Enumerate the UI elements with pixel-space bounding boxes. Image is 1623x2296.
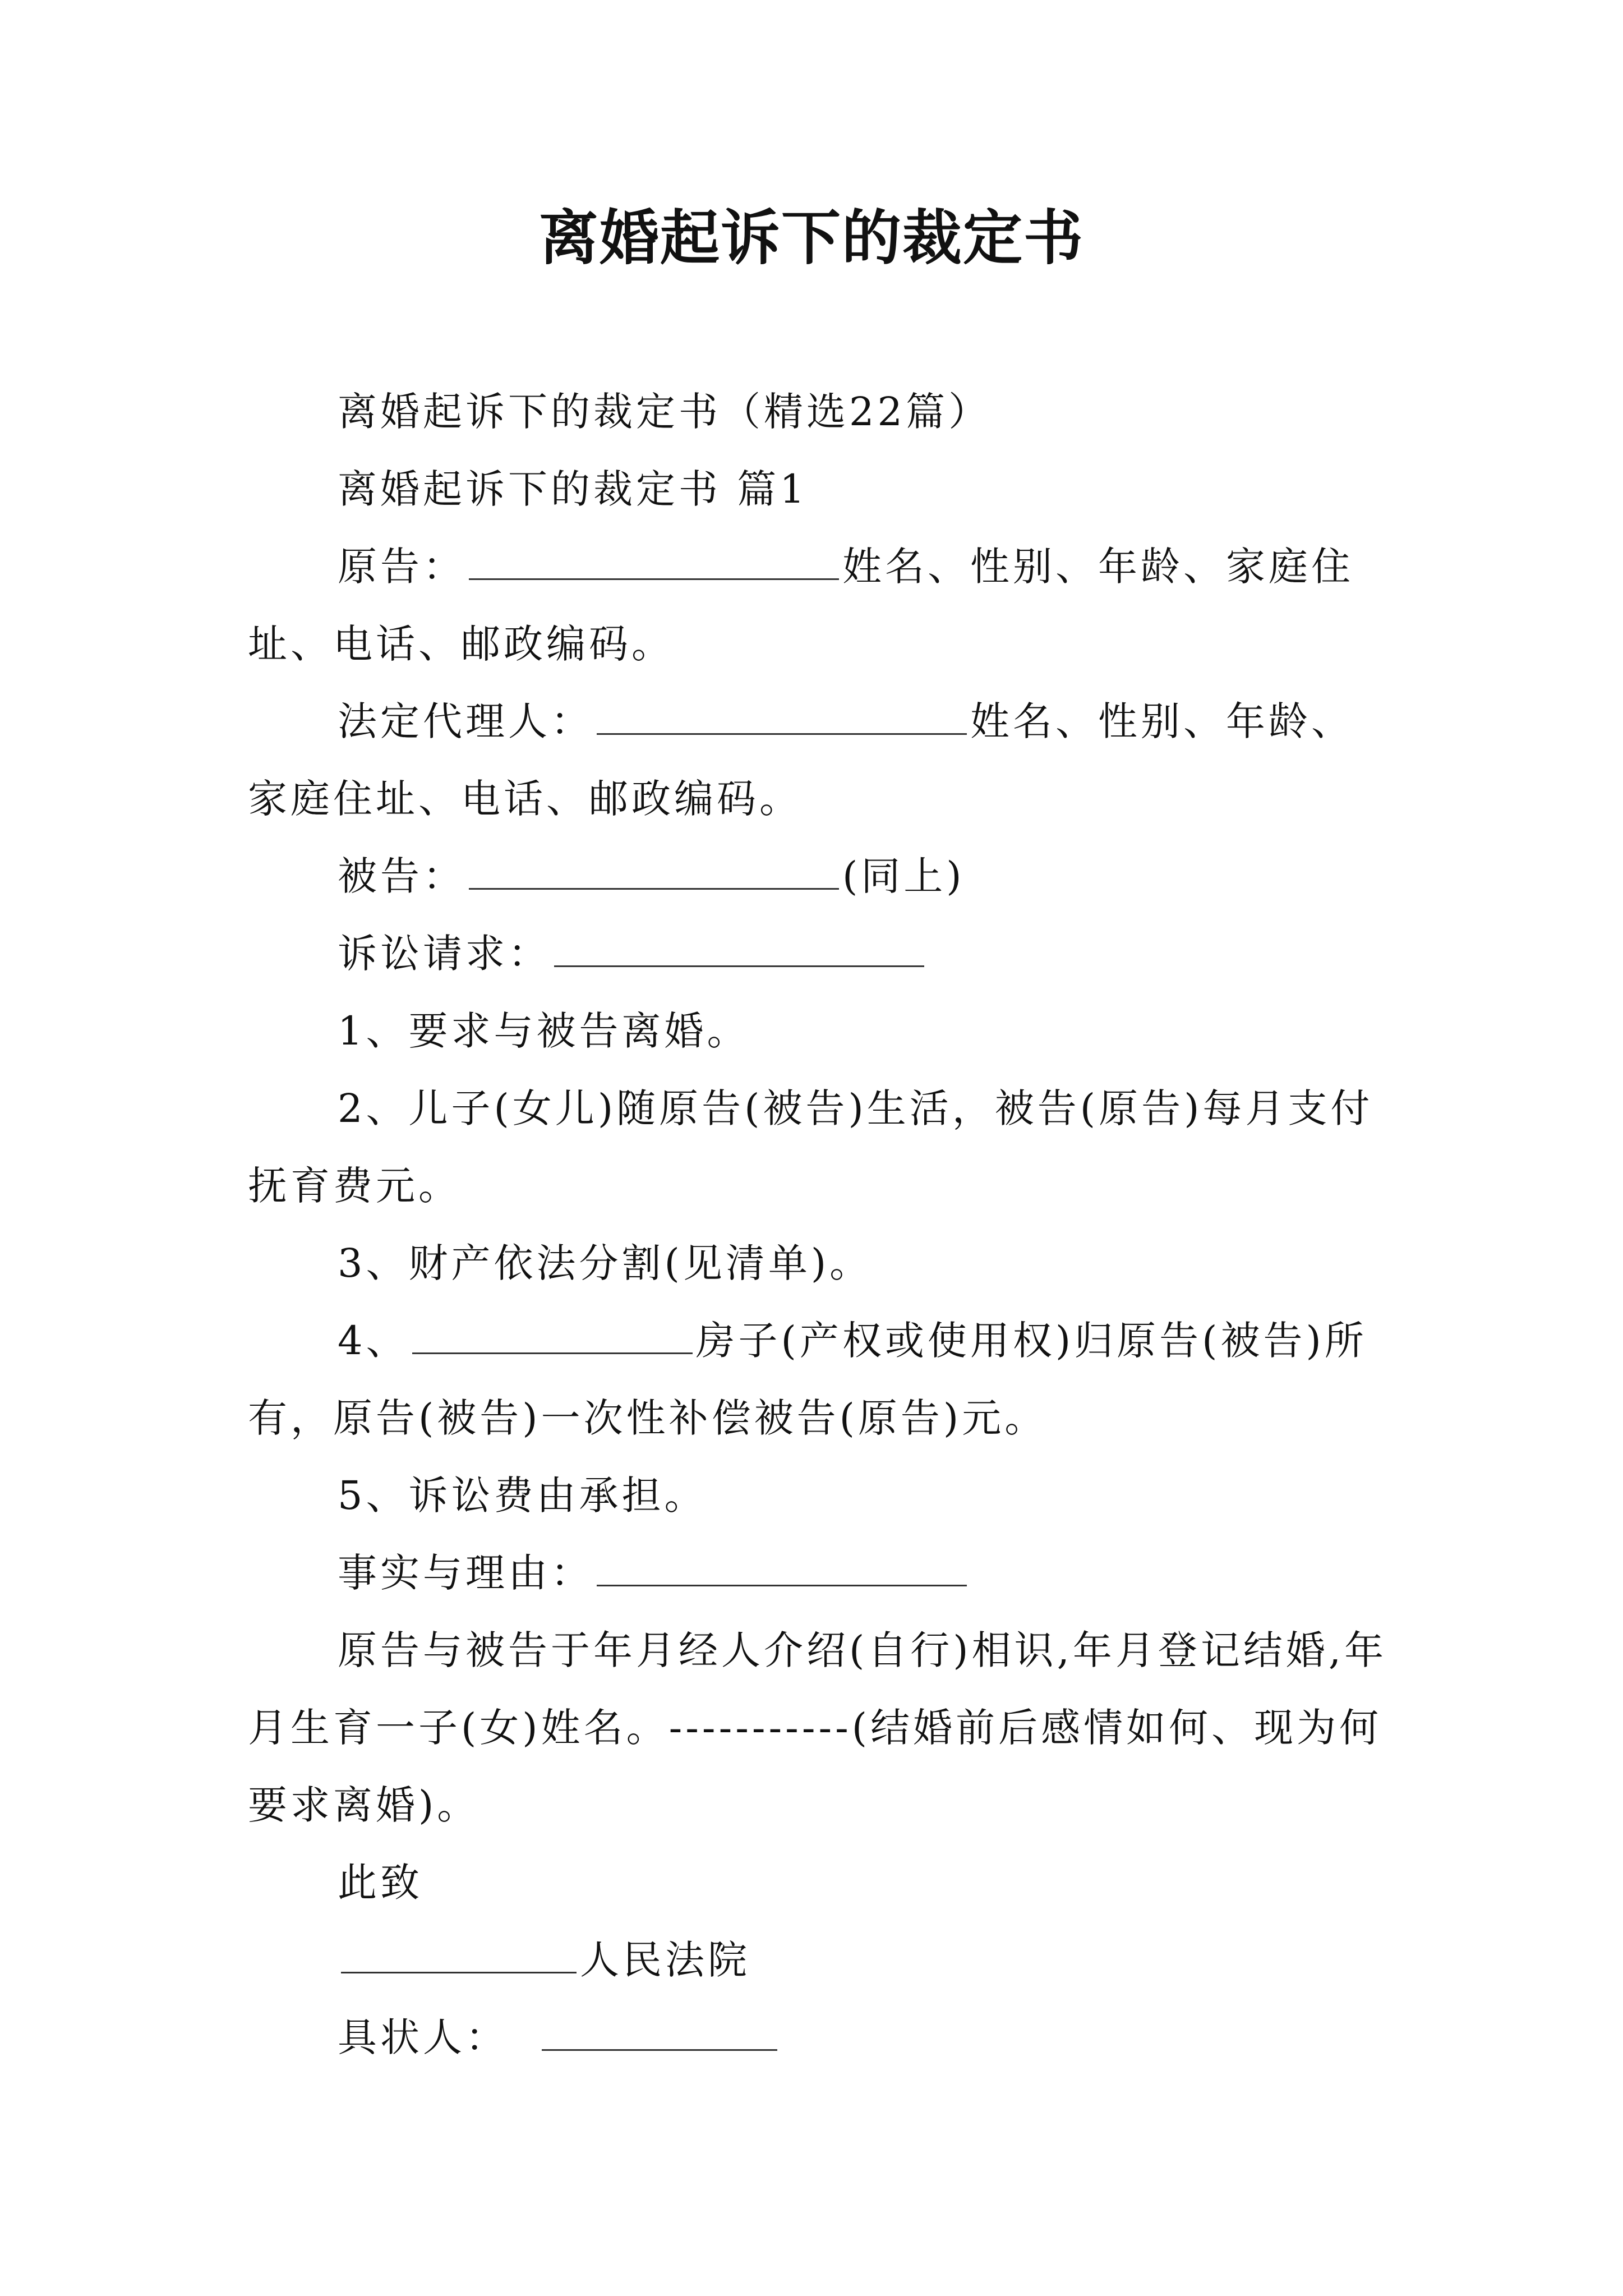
paragraph-section-heading: 离婚起诉下的裁定书 篇1 [338, 466, 808, 512]
court-name: 人民法院 [580, 1937, 750, 1983]
paragraph-salutation: 此致 [338, 1860, 423, 1906]
defendant-details: (同上) [842, 853, 965, 899]
legal-representative-label: 法定代理人： [338, 698, 593, 744]
plaintiff-blank [469, 546, 839, 580]
signer-blank [542, 2017, 777, 2051]
defendant-label: 被告： [338, 853, 465, 899]
paragraph-signer [248, 1999, 1392, 2076]
court-blank [341, 1939, 577, 1973]
claims-blank [554, 933, 924, 967]
claims-label: 诉讼请求： [338, 931, 551, 977]
paragraph-claim-5: 5、诉讼费由承担。 [338, 1473, 707, 1519]
paragraph-plaintiff [248, 528, 1392, 683]
paragraph-claims [248, 915, 1392, 992]
plaintiff-details: 姓名、性别、年龄、家庭住址、电话、邮政编码。 [248, 544, 1354, 667]
plaintiff-label: 原告： [338, 544, 465, 590]
paragraph-legal-representative [248, 683, 1392, 838]
document-body [248, 373, 1392, 2076]
defendant-blank [469, 855, 839, 890]
claim-4-number: 4、 [338, 1318, 409, 1364]
paragraph-defendant [248, 838, 1392, 915]
paragraph-claim-3: 3、财产依法分割(见清单)。 [338, 1240, 873, 1286]
paragraph-court [248, 1921, 1392, 1999]
facts-label: 事实与理由： [338, 1550, 593, 1596]
paragraph-subtitle: 离婚起诉下的裁定书（精选22篇） [338, 389, 992, 435]
paragraph-facts [248, 1534, 1392, 1612]
claim-4-blank [412, 1320, 693, 1354]
paragraph-claim-1: 1、要求与被告离婚。 [338, 1008, 750, 1054]
paragraph-claim-4 [248, 1302, 1392, 1457]
legal-representative-details: 姓名、性别、年龄、家庭住址、电话、邮政编码。 [248, 698, 1354, 822]
document-title: 离婚起诉下的裁定书 [539, 204, 1084, 273]
paragraph-claim-2: 2、儿子(女儿)随原告(被告)生活，被告(原告)每月支付抚育费元。 [248, 1085, 1373, 1209]
facts-blank [597, 1552, 967, 1586]
signer-label: 具状人： [338, 2014, 508, 2060]
paragraph-facts-body: 原告与被告于年月经人介绍(自行)相识,年月登记结婚,年月生育一子(女)姓名。-----------(结婚前后感情如何、现为何要求离婚)。 [248, 1627, 1387, 1828]
claim-4-text: 房子(产权或使用权)归原告(被告)所有，原告(被告)一次性补偿被告(原告)元。 [248, 1318, 1367, 1441]
legal-representative-blank [597, 701, 967, 735]
